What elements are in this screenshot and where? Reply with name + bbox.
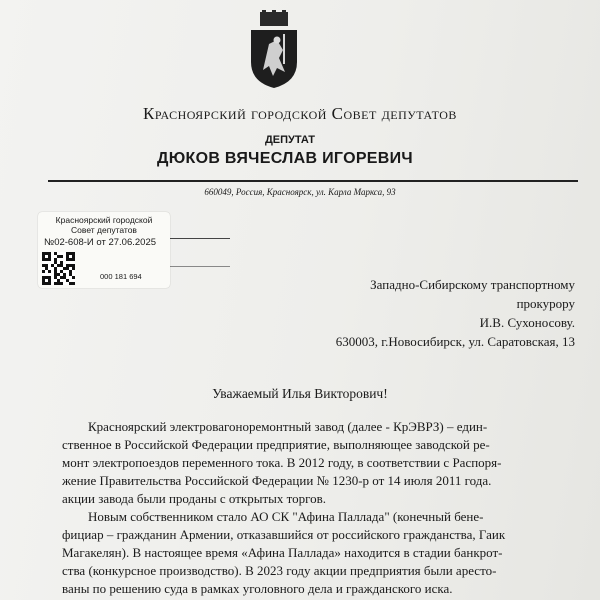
body-line: монт электропоездов переменного тока. В 2012 году, в соответствии с Распоря- (62, 455, 502, 470)
body-line: Новым собственником стало АО СК "Афина Паллада" (конечный бене- (88, 509, 484, 524)
header-divider (48, 180, 578, 182)
body-line: ства (конкурсное производство). В 2023 году акции предприятия были аресто- (62, 563, 497, 578)
body-line: фициар – гражданин Армении, отказавшийся от российского гражданства, Гаик (62, 527, 506, 542)
stamp-organization (38, 215, 170, 235)
registration-stamp (38, 212, 170, 288)
body-line: ственное в Российской Федерации предприятие, выполняющее заводской ре- (62, 437, 490, 452)
deputy-label: ДЕПУТАТ (264, 134, 316, 146)
body-line: Магакелян). В настоящее время «Афина Паллада» находится в стадии банкрот- (62, 545, 503, 560)
salutation: Уважаемый Илья Викторович! (212, 386, 388, 401)
stamp-registration-number: №02-608-И от 27.06.2025 (44, 237, 157, 248)
stamp-barcode-number: 000 181 694 (100, 272, 142, 281)
organization-title: Красноярский городской Совет депутатов (143, 104, 457, 123)
letter-body (62, 418, 576, 598)
recipient-line: прокурору (516, 296, 575, 311)
recipient-block (260, 275, 575, 351)
recipient-line: 630003, г.Новосибирск, ул. Саратовская, 13 (335, 334, 575, 349)
stamp-org-line: Красноярский городской (55, 215, 153, 225)
deputy-name: ДЮКОВ ВЯЧЕСЛАВ ИГОРЕВИЧ (157, 150, 413, 167)
recipient-line: Западно-Сибирскому транспортному (370, 277, 575, 292)
body-line: жение Правительства Российской Федерации № 1230-р от 14 июля 2011 года. (62, 473, 492, 488)
recipient-line: И.В. Сухоносову. (479, 315, 575, 330)
coat-of-arms-emblem (247, 10, 301, 90)
body-line: акции завода были проданы с открытых торгов. (62, 491, 327, 506)
sender-address: 660049, Россия, Красноярск, ул. Карла Маркса, 93 (204, 187, 396, 197)
body-line: Красноярский электровагоноремонтный завод (далее - КрЭВРЗ) – един- (88, 419, 488, 434)
stamp-org-line: Совет депутатов (71, 225, 137, 235)
body-line: ваны по решению суда в рамках уголовного дела и гражданского иска. (62, 581, 453, 596)
qr-code-icon (42, 252, 75, 285)
